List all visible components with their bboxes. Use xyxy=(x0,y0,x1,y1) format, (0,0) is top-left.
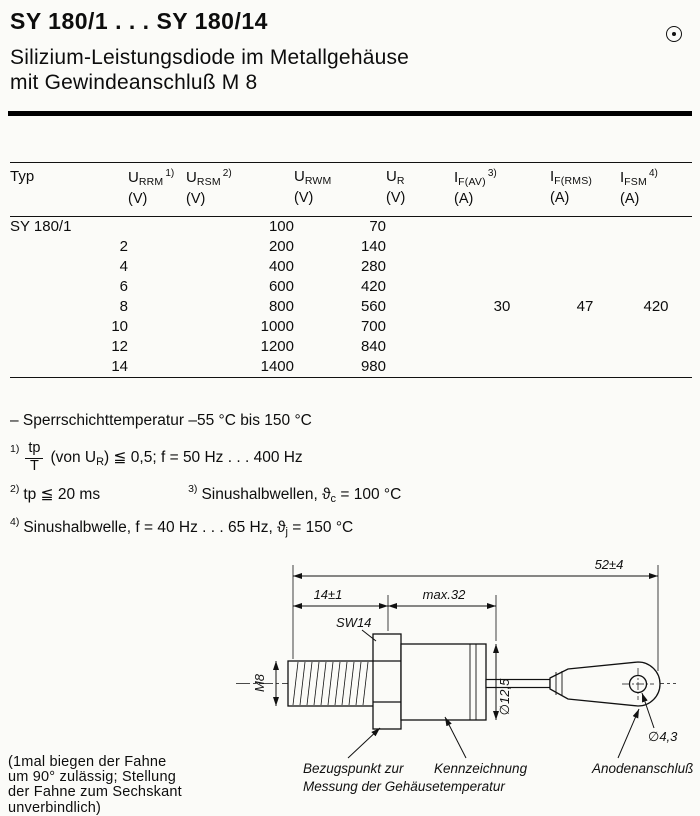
cell-urrm-ursm: 100 xyxy=(268,218,294,236)
cell-urrm-ursm: 1400 xyxy=(260,358,294,376)
cell-ur xyxy=(386,297,454,317)
remark-line-4: unverbindlich) xyxy=(8,799,102,816)
bending-remark xyxy=(8,755,223,816)
note-temperature: – Sperrschichttemperatur –55 °C bis 150 °C xyxy=(10,412,312,430)
cell-ur xyxy=(386,337,454,357)
cell-urwm: 700 xyxy=(360,318,386,336)
hole-diameter-label: ∅4,3 xyxy=(648,729,678,744)
wrench-size-label: SW14 xyxy=(336,615,372,630)
cell-ur xyxy=(386,357,454,378)
remark-line-3: der Fahne zum Sechskant xyxy=(8,784,182,801)
cell-urwm: 280 xyxy=(360,258,386,276)
col-header-ur: $U_R$ (V) xyxy=(386,168,406,207)
cell-ifrms xyxy=(550,237,620,257)
col-header-urrm: $U_{RRM}^{1)}$ (V) xyxy=(128,168,175,208)
cell-urwm: 140 xyxy=(360,238,386,256)
cell-ifsm xyxy=(620,337,692,357)
title-rule xyxy=(8,111,692,116)
table-row xyxy=(10,277,692,297)
cell-typ: 10 xyxy=(111,318,128,336)
cell-ifsm xyxy=(620,257,692,277)
cell-urrm-ursm: 1200 xyxy=(260,338,294,356)
subtitle-line-2: mit Gewindeanschluß M 8 xyxy=(10,71,258,95)
cell-typ: 2 xyxy=(119,238,128,256)
cell-ifrms xyxy=(550,217,620,238)
cell-ifav xyxy=(454,357,550,378)
cell-ifav xyxy=(454,317,550,337)
table-row xyxy=(10,217,692,238)
note-2: $^{2)}$ tp ≦ 20 ms xyxy=(10,482,101,503)
circle-dot-icon xyxy=(666,26,682,42)
cell-ur xyxy=(386,217,454,238)
col-header-ursm: $U_{RSM}^{2)}$ (V) xyxy=(186,168,232,208)
cell-urwm: 980 xyxy=(360,358,386,376)
cell-ifsm: 420 xyxy=(643,298,669,316)
footnotes xyxy=(10,412,700,537)
cell-urrm-ursm: 1000 xyxy=(260,318,294,336)
cell-ifsm xyxy=(620,237,692,257)
hex-nut xyxy=(373,634,401,729)
remark-line-2: um 90° zulässig; Stellung xyxy=(8,769,176,786)
diode-body xyxy=(401,644,486,720)
threaded-stud xyxy=(288,661,374,706)
cell-typ: 4 xyxy=(119,258,128,276)
cell-ur xyxy=(386,237,454,257)
cell-ifav: 30 xyxy=(493,298,511,316)
cell-typ: 8 xyxy=(119,298,128,316)
cell-ifav xyxy=(454,237,550,257)
table-row xyxy=(10,317,692,337)
cell-urwm: 70 xyxy=(369,218,386,236)
cell-urrm-ursm: 200 xyxy=(268,238,294,256)
table-row xyxy=(10,337,692,357)
cell-ifsm xyxy=(620,317,692,337)
cell-typ: 6 xyxy=(119,278,128,296)
page-title: SY 180/1 . . . SY 180/14 xyxy=(10,8,268,34)
cell-ifav xyxy=(454,257,550,277)
col-header-urwm: $U_{RWM}$ (V) xyxy=(294,168,332,207)
col-header-typ: Typ xyxy=(10,168,35,186)
caption-reference-point-2: Messung der Gehäusetemperatur xyxy=(303,779,505,794)
dim-stud-label: 14±1 xyxy=(313,587,343,602)
subtitle-line-1: Silizium-Leistungsdiode im Metallgehäuse xyxy=(10,46,410,69)
cell-ifrms xyxy=(550,357,620,378)
cell-typ: 12 xyxy=(111,338,128,356)
remark-line-1: (1mal biegen der Fahne xyxy=(8,754,167,770)
dim-body-label: max.32 xyxy=(422,587,466,602)
cell-ur xyxy=(386,317,454,337)
note-3: $^{3)}$ Sinushalbwellen, $ϑ_c = 100$ °C xyxy=(188,482,402,505)
cell-ur xyxy=(386,277,454,297)
cell-ur xyxy=(386,257,454,277)
cell-ifav xyxy=(454,277,550,297)
caption-anode-terminal: Anodenanschluß xyxy=(592,761,694,776)
anode-flag xyxy=(550,662,660,706)
cell-ifav xyxy=(454,337,550,357)
cell-ifsm xyxy=(620,357,692,378)
caption-marking: Kennzeichnung xyxy=(434,761,528,776)
cell-ifrms xyxy=(550,257,620,277)
thread-size-label: M8 xyxy=(252,673,267,693)
datasheet-page xyxy=(0,8,700,816)
col-header-ifrms: $I_{F(RMS)}$ (A) xyxy=(550,168,593,207)
cell-ifrms xyxy=(550,337,620,357)
cell-ifrms xyxy=(550,317,620,337)
col-header-ifsm: $I_{FSM}^{4)}$ (A) xyxy=(620,168,658,208)
note-1: 1) $\frac{tp}{T}$ (von $U_R$) ≦ 0,5; f = 50 Hz . . . 400 Hz xyxy=(10,440,303,474)
caption-reference-point-1: Bezugspunkt zur xyxy=(303,761,404,776)
cell-urwm: 840 xyxy=(360,338,386,356)
cell-ifrms xyxy=(550,277,620,297)
page-subtitle xyxy=(10,45,700,95)
cell-urrm-ursm: 400 xyxy=(268,258,294,276)
table-row xyxy=(10,237,692,257)
cell-ifav xyxy=(454,217,550,238)
fraction-tp-T: $\frac{tp}{T}$ xyxy=(25,441,43,473)
cell-typ: 14 xyxy=(111,358,128,376)
cell-urrm-ursm: 800 xyxy=(268,298,294,316)
note-2-3 xyxy=(10,483,700,505)
table-row xyxy=(10,297,692,317)
table-row xyxy=(10,357,692,378)
outline-drawing xyxy=(224,551,696,811)
ratings-table xyxy=(10,162,692,378)
cell-ifsm xyxy=(620,217,692,238)
table-header-row xyxy=(10,163,692,217)
cell-ifrms: 47 xyxy=(576,298,594,316)
cell-ifsm xyxy=(620,277,692,297)
cell-urwm: 420 xyxy=(360,278,386,296)
cell-urrm-ursm: 600 xyxy=(268,278,294,296)
cell-typ: SY 180/1 xyxy=(10,218,72,236)
note-4: $^{4)}$ Sinushalbwelle, f = 40 Hz . . . 65 Hz, $ϑ_j = 150$ °C xyxy=(10,515,354,538)
table-row xyxy=(10,257,692,277)
body-diameter-label: ∅12,5 xyxy=(497,678,512,716)
cell-urwm: 560 xyxy=(360,298,386,316)
dim-overall-label: 52±4 xyxy=(594,557,624,572)
col-header-ifav: $I_{F(AV)}^{3)}$ (A) xyxy=(454,168,497,208)
